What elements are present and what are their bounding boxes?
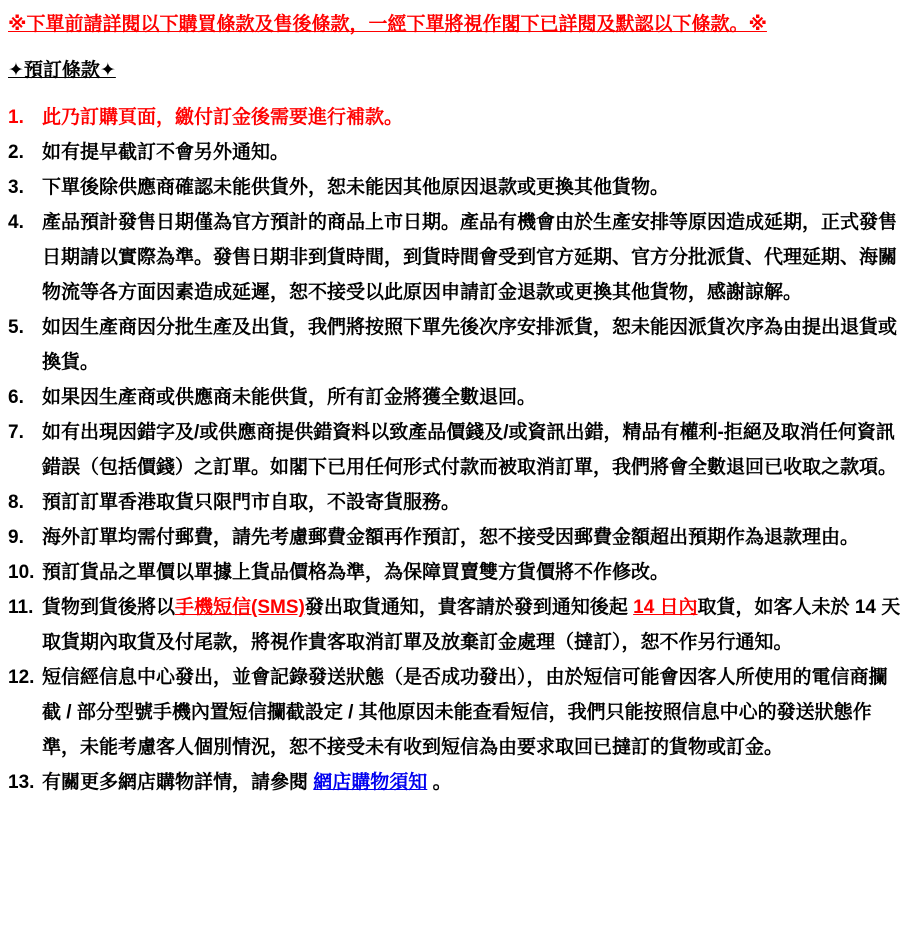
term-text <box>42 310 905 380</box>
term-number: 4. <box>8 212 24 233</box>
term-number: 7. <box>8 422 24 443</box>
term-number: 8. <box>8 492 24 513</box>
term-text <box>42 520 905 555</box>
highlighted-text: 14 日內 <box>633 597 698 618</box>
term-text-segment: 如果因生產商或供應商未能供貨，所有訂金將獲全數退回。 <box>42 387 537 408</box>
term-number: 13. <box>8 772 35 793</box>
term-text-segment: 此乃訂購頁面，繳付訂金後需要進行補款。 <box>42 107 404 128</box>
term-text <box>42 135 905 170</box>
term-item <box>8 170 905 205</box>
term-number: 5. <box>8 317 24 338</box>
term-item <box>8 205 905 310</box>
term-number: 3. <box>8 177 24 198</box>
highlighted-text: 手機短信(SMS) <box>175 597 305 618</box>
term-text <box>42 205 905 310</box>
term-text-segment: 有關更多網店購物詳情，請參閱 <box>42 772 314 793</box>
term-item <box>8 520 905 555</box>
term-item <box>8 555 905 590</box>
term-text <box>42 380 905 415</box>
term-item <box>8 310 905 380</box>
section-title: ✦預訂條款✦ <box>8 60 116 81</box>
term-text-segment: 下單後除供應商確認未能供貨外，恕未能因其他原因退款或更換其他貨物。 <box>42 177 670 198</box>
term-text-segment: 如有出現因錯字及/或供應商提供錯資料以致產品價錢及/或資訊出錯，精品有權利-拒絕及取消任何資訊錯誤（包括價錢）之訂單。如閣下已用任何形式付款而被取消訂單，我們將會全數退回已收取之款項。 <box>42 422 898 478</box>
term-text <box>42 555 905 590</box>
term-number: 2. <box>8 142 24 163</box>
term-text <box>42 100 905 135</box>
term-text <box>42 170 905 205</box>
term-text <box>42 660 905 765</box>
term-item <box>8 765 905 800</box>
terms-list <box>8 100 905 800</box>
term-text-segment: 取貨，如客人未於 14 天取貨期內取貨及付尾款，將視作貴客取消訂單及放棄訂金處理（撻訂），恕不作另行通知。 <box>42 597 901 653</box>
term-text <box>42 485 905 520</box>
term-item <box>8 100 905 135</box>
term-text-segment: 預訂訂單香港取貨只限門市自取，不設寄貨服務。 <box>42 492 461 513</box>
term-text <box>42 590 905 660</box>
warning-banner: ※下單前請詳閱以下購買條款及售後條款，一經下單將視作閣下已詳閱及默認以下條款。※ <box>8 14 767 35</box>
term-item <box>8 590 905 660</box>
term-number: 11. <box>8 597 34 618</box>
term-number: 9. <box>8 527 24 548</box>
term-item <box>8 660 905 765</box>
term-number: 12. <box>8 667 35 688</box>
term-text <box>42 765 905 800</box>
term-text-segment: 。 <box>427 772 452 793</box>
store-guide-link[interactable]: 網店購物須知 <box>313 772 428 793</box>
term-number: 1. <box>8 107 24 128</box>
term-text-segment: 發出取貨通知，貴客請於發到通知後起 <box>304 597 634 618</box>
term-text-segment: 貨物到貨後將以 <box>42 597 176 618</box>
term-text-segment: 預訂貨品之單價以單據上貨品價格為準，為保障買賣雙方貨價將不作修改。 <box>42 562 670 583</box>
term-text-segment: 如因生產商因分批生產及出貨，我們將按照下單先後次序安排派貨，恕未能因派貨次序為由提出退貨或換貨。 <box>42 317 898 373</box>
term-number: 6. <box>8 387 24 408</box>
term-text-segment: 海外訂單均需付郵費，請先考慮郵費金額再作預訂，恕不接受因郵費金額超出預期作為退款理由。 <box>42 527 860 548</box>
term-number: 10. <box>8 562 35 583</box>
term-item <box>8 415 905 485</box>
term-text-segment: 產品預計發售日期僅為官方預計的商品上市日期。產品有機會由於生產安排等原因造成延期，正式發售日期請以實際為準。發售日期非到貨時間，到貨時間會受到官方延期、官方分批派貨、代理延期、海關物流等各方面因素造成延遲，恕不接受以此原因申請訂金退款或更換其他貨物，感謝諒解。 <box>42 212 898 303</box>
term-text-segment: 如有提早截訂不會另外通知。 <box>42 142 290 163</box>
term-item <box>8 380 905 415</box>
term-text <box>42 415 905 485</box>
term-text-segment: 短信經信息中心發出，並會記錄發送狀態（是否成功發出），由於短信可能會因客人所使用的電信商攔截 / 部分型號手機內置短信攔截設定 / 其他原因未能查看短信，我們只能按照信息中心的發送狀態作準，未能考慮客人個別情況，恕不接受未有收到短信為由要求取回已撻訂的貨物或訂金。 <box>42 667 888 758</box>
term-item <box>8 485 905 520</box>
term-item <box>8 135 905 170</box>
